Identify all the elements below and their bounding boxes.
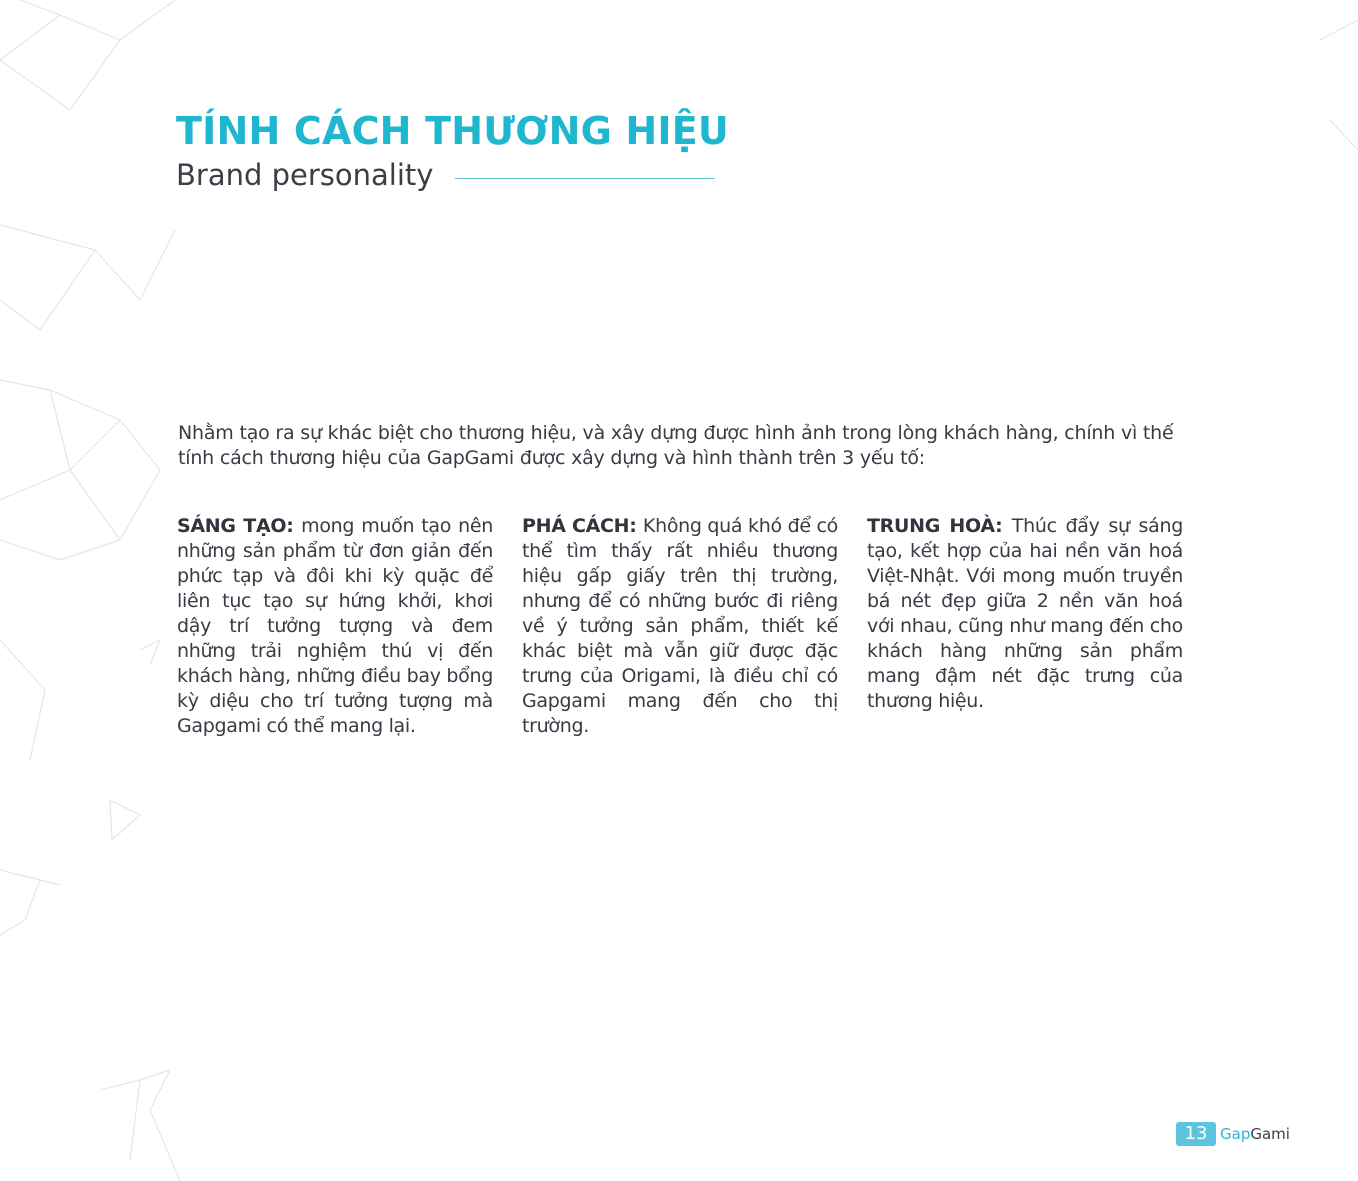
trait-label: PHÁ CÁCH: — [522, 515, 643, 537]
subtitle-row — [176, 156, 736, 194]
page-footer — [1176, 1122, 1290, 1146]
brand-part-gap: Gap — [1220, 1125, 1251, 1143]
trait-unconventional — [522, 514, 838, 739]
intro-paragraph: Nhằm tạo ra sự khác biệt cho thương hiệu, và xây dựng được hình ảnh trong lòng khách hàng, chính vì thế tính cách thương hiệu của GapGami được xây dựng và hình thành trên 3 yếu tố: — [178, 422, 1174, 469]
trait-text: Thúc đẩy sự sáng tạo, kết hợp của hai nền văn hoá Việt-Nhật. Với mong muốn truyền bá nét đẹp giữa 2 nền văn hoá với nhau, cũng như mang đến cho khách hàng những sản phẩm mang đậm nét đặc trưng của thương hiệu. — [867, 515, 1183, 712]
brand-part-gami: Gami — [1250, 1125, 1290, 1143]
brand-logo-text — [1220, 1122, 1290, 1146]
subtitle-divider — [455, 178, 715, 179]
trait-creative — [177, 514, 493, 739]
trait-text: Không quá khó để có thể tìm thấy rất nhiều thương hiệu gấp giấy trên thị trường, nhưng để có những bước đi riêng về ý tưởng sản phẩm, thiết kế khác biệt mà vẫn giữ được đặc trưng của Origami, là điều chỉ có Gapgami mang đến cho thị trường. — [522, 515, 838, 737]
heading-block — [176, 106, 736, 194]
page-title: TÍNH CÁCH THƯƠNG HIỆU — [176, 109, 729, 153]
traits-columns — [177, 514, 1183, 739]
page-number-badge: 13 — [1176, 1122, 1216, 1146]
trait-label: SÁNG TẠO: — [177, 515, 302, 537]
page-subtitle: Brand personality — [176, 158, 434, 192]
trait-harmony — [867, 514, 1183, 739]
trait-text: mong muốn tạo nên những sản phẩm từ đơn giản đến phức tạp và đôi khi kỳ quặc để liên tục tạo sự hứng khởi, khơi dậy trí tưởng tượng và đem những trải nghiệm thú vị đến khách hàng, những điều bay bổng kỳ diệu cho trí tưởng tượng mà Gapgami có thể mang lại. — [177, 515, 494, 737]
trait-label: TRUNG HOÀ: — [867, 515, 1012, 537]
